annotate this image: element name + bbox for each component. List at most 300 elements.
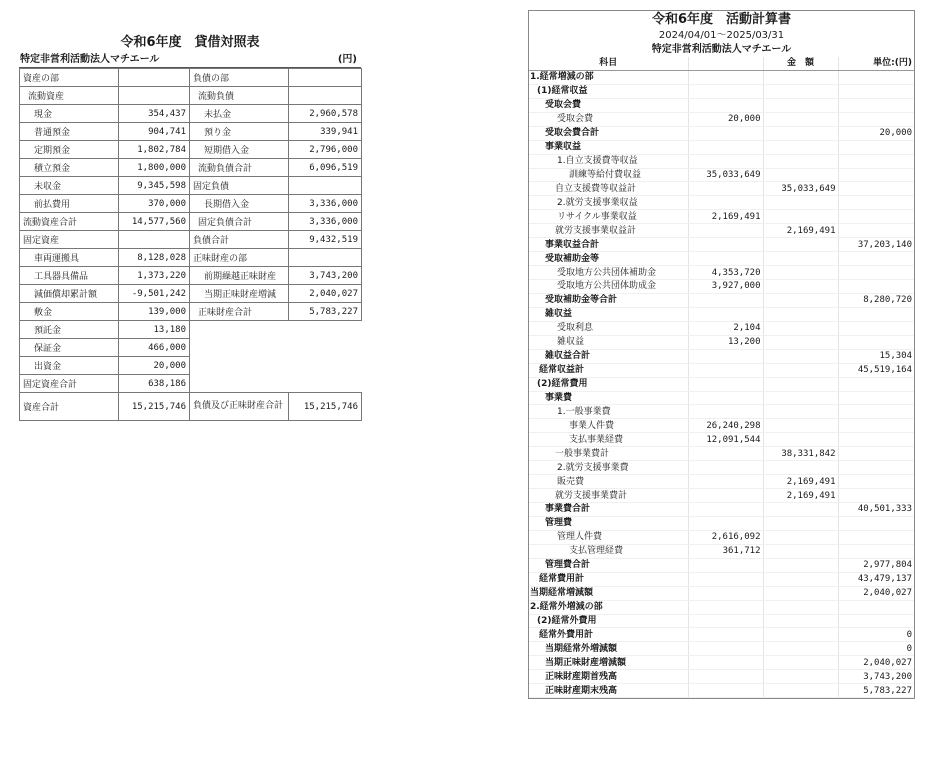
activity-amount-c1 [688,628,763,642]
activity-row [529,112,914,126]
account-amount: 3,336,000 [289,213,362,231]
activity-amount-c3: 2,040,027 [838,656,914,670]
account-amount: 2,796,000 [289,141,362,159]
activity-amount-c2: 35,033,649 [763,182,838,196]
balance-sheet-row [20,375,362,393]
activity-amount-c3 [838,210,914,224]
activity-amount-c2 [763,628,838,642]
account-amount [289,249,362,267]
activity-amount-c3 [838,140,914,154]
activity-amount-c3: 40,501,333 [838,503,914,517]
activity-amount-c3 [838,377,914,391]
activity-amount-c1: 4,353,720 [688,266,763,280]
activity-row [529,280,914,294]
account-label: 流動資産合計 [20,213,119,231]
balance-sheet-row [20,231,362,249]
activity-amount-c2 [763,530,838,544]
activity-amount-c2 [763,154,838,168]
activity-amount-c1 [688,154,763,168]
activity-row [529,516,914,530]
account-label: 敷金 [20,303,119,321]
activity-amount-c1 [688,363,763,377]
activity-row [529,349,914,363]
activity-amount-c3 [838,224,914,238]
activity-item-label: 受取地方公共団体補助金 [529,266,688,280]
activity-amount-c1 [688,614,763,628]
activity-amount-c3 [838,405,914,419]
activity-header-row [529,57,914,70]
balance-sheet [19,34,361,421]
activity-row [529,530,914,544]
activity-amount-c3: 3,743,200 [838,670,914,684]
activity-amount-c1 [688,349,763,363]
account-amount: 5,783,227 [289,303,362,321]
activity-amount-c1 [688,98,763,112]
activity-amount-c1: 20,000 [688,112,763,126]
activity-amount-c2 [763,405,838,419]
activity-item-label: 経常外費用計 [529,628,688,642]
activity-item-label: 就労支援事業費計 [529,489,688,503]
activity-amount-c1 [688,196,763,210]
account-amount: 14,577,560 [119,213,190,231]
activity-item-label: 訓練等給付費収益 [529,168,688,182]
activity-item-label: 雑収益 [529,307,688,321]
activity-row [529,447,914,461]
account-label: 当期正味財産増減 [190,285,289,303]
activity-amount-c2 [763,84,838,98]
activity-row [529,377,914,391]
account-label: 現金 [20,105,119,123]
activity-row [529,614,914,628]
activity-item-label: リサイクル事業収益 [529,210,688,224]
activity-amount-c3 [838,252,914,266]
activity-item-label: 管理費合計 [529,558,688,572]
activity-amount-c3: 2,040,027 [838,586,914,600]
activity-amount-c1 [688,293,763,307]
activity-amount-c1 [688,405,763,419]
activity-row [529,307,914,321]
activity-row [529,670,914,684]
activity-row [529,363,914,377]
activity-item-label: 当期経常外増減額 [529,642,688,656]
activity-statement-title: 令和6年度 活動計算書 [651,12,792,27]
activity-amount-c2 [763,126,838,140]
activity-amount-c1 [688,84,763,98]
activity-amount-c3 [838,447,914,461]
activity-row [529,558,914,572]
activity-amount-c1: 35,033,649 [688,168,763,182]
account-label: 固定負債合計 [190,213,289,231]
activity-amount-c1 [688,140,763,154]
activity-item-label: 就労支援事業収益計 [529,224,688,238]
activity-row [529,210,914,224]
activity-amount-c1 [688,475,763,489]
activity-amount-c2 [763,377,838,391]
account-amount [119,231,190,249]
activity-amount-c3: 45,519,164 [838,363,914,377]
activity-row [529,266,914,280]
activity-item-label: 経常収益計 [529,363,688,377]
activity-row [529,321,914,335]
activity-amount-c2 [763,349,838,363]
activity-row [529,544,914,558]
account-label: 定期預金 [20,141,119,159]
balance-sheet-row [20,177,362,195]
activity-amount-c3: 37,203,140 [838,238,914,252]
activity-amount-c2 [763,684,838,698]
account-label: 固定資産合計 [20,375,119,393]
account-amount [119,69,190,87]
account-amount: 13,180 [119,321,190,339]
activity-amount-c2: 2,169,491 [763,489,838,503]
account-amount: 3,743,200 [289,267,362,285]
activity-amount-c1 [688,447,763,461]
activity-item-label: 2.経常外増減の部 [529,600,688,614]
account-label: 負債の部 [190,69,289,87]
activity-row [529,293,914,307]
activity-row [529,140,914,154]
account-amount: 3,336,000 [289,195,362,213]
balance-sheet-row [20,267,362,285]
account-amount: 354,437 [119,105,190,123]
activity-row [529,628,914,642]
activity-amount-c3 [838,489,914,503]
account-amount: 9,345,598 [119,177,190,195]
activity-item-label: 受取会費合計 [529,126,688,140]
activity-amount-c3 [838,84,914,98]
blank-cell [190,375,362,393]
account-label: 前期繰越正味財産 [190,267,289,285]
activity-amount-c2: 2,169,491 [763,224,838,238]
activity-row [529,475,914,489]
activity-amount-c3 [838,280,914,294]
balance-sheet-row [20,105,362,123]
activity-amount-c3: 5,783,227 [838,684,914,698]
activity-row [529,168,914,182]
activity-amount-c2 [763,614,838,628]
balance-sheet-total-row [20,393,362,421]
activity-amount-c1 [688,307,763,321]
account-amount: 2,040,027 [289,285,362,303]
activity-item-label: 一般事業費計 [529,447,688,461]
activity-amount-c2 [763,572,838,586]
activity-amount-c1 [688,238,763,252]
activity-item-label: 当期経常増減額 [529,586,688,600]
account-amount [289,69,362,87]
activity-item-label: 事業人件費 [529,419,688,433]
activity-item-label: 1.経常増減の部 [529,70,688,84]
activity-row [529,684,914,698]
activity-row [529,489,914,503]
total-amount: 15,215,746 [289,393,362,421]
activity-item-label: 販売費 [529,475,688,489]
activity-amount-c3 [838,391,914,405]
account-label: 資産の部 [20,69,119,87]
account-label: 積立預金 [20,159,119,177]
activity-amount-c1 [688,252,763,266]
activity-item-label: 自立支援費等収益計 [529,182,688,196]
activity-amount-c2 [763,293,838,307]
account-label: 負債合計 [190,231,289,249]
account-label: 預託金 [20,321,119,339]
activity-amount-c1: 3,927,000 [688,280,763,294]
activity-amount-c2 [763,335,838,349]
activity-amount-c3 [838,70,914,84]
activity-amount-c2 [763,238,838,252]
account-amount: 2,960,578 [289,105,362,123]
activity-row [529,252,914,266]
activity-item-label: 事業収益 [529,140,688,154]
activity-amount-c2 [763,363,838,377]
activity-amount-c3 [838,98,914,112]
activity-amount-c2 [763,252,838,266]
activity-item-label: (1)経常収益 [529,84,688,98]
activity-row [529,98,914,112]
account-label: 減価償却累計額 [20,285,119,303]
balance-sheet-row [20,213,362,231]
activity-item-label: 受取補助金等 [529,252,688,266]
activity-row [529,656,914,670]
balance-sheet-unit: (円) [337,54,357,65]
activity-row [529,196,914,210]
activity-row [529,586,914,600]
activity-row [529,70,914,84]
activity-amount-c1 [688,684,763,698]
account-label: 普通預金 [20,123,119,141]
activity-amount-c2 [763,461,838,475]
account-amount: 20,000 [119,357,190,375]
balance-sheet-row [20,69,362,87]
activity-amount-c2 [763,321,838,335]
activity-amount-c3 [838,321,914,335]
activity-amount-c3 [838,307,914,321]
account-label: 固定資産 [20,231,119,249]
activity-amount-c3: 0 [838,642,914,656]
total-label: 資産合計 [20,393,119,421]
activity-statement-table [529,57,914,698]
account-amount: 904,741 [119,123,190,141]
account-amount: -9,501,242 [119,285,190,303]
activity-item-label: 経常費用計 [529,572,688,586]
account-label: 未払金 [190,105,289,123]
account-label: 工具器具備品 [20,267,119,285]
activity-amount-c2 [763,140,838,154]
activity-amount-c2 [763,196,838,210]
activity-item-label: 支払管理経費 [529,544,688,558]
activity-item-label: 受取補助金等合計 [529,293,688,307]
activity-item-label: 正味財産期末残高 [529,684,688,698]
activity-amount-c1 [688,656,763,670]
activity-amount-c1: 13,200 [688,335,763,349]
account-label: 長期借入金 [190,195,289,213]
header-amount: 金 額 [763,57,838,70]
account-amount: 339,941 [289,123,362,141]
activity-amount-c2 [763,600,838,614]
activity-amount-c2 [763,307,838,321]
total-label: 負債及び正味財産合計 [190,393,289,421]
activity-amount-c2 [763,433,838,447]
activity-amount-c2 [763,516,838,530]
balance-sheet-row [20,123,362,141]
account-amount: 1,800,000 [119,159,190,177]
header-unit: 単位:(円) [838,57,914,70]
balance-sheet-row [20,159,362,177]
account-amount: 8,128,028 [119,249,190,267]
activity-amount-c3: 0 [838,628,914,642]
activity-statement-period: 2024/04/01～2025/03/31 [658,30,785,41]
activity-amount-c3 [838,475,914,489]
account-amount: 9,432,519 [289,231,362,249]
account-amount: 370,000 [119,195,190,213]
activity-item-label: 受取会費 [529,112,688,126]
activity-item-label: 2.就労支援事業収益 [529,196,688,210]
activity-amount-c1 [688,70,763,84]
activity-amount-c2 [763,419,838,433]
activity-amount-c1 [688,182,763,196]
activity-amount-c1 [688,224,763,238]
activity-amount-c1: 361,712 [688,544,763,558]
activity-item-label: 雑収益合計 [529,349,688,363]
header-subject: 科目 [529,57,688,70]
activity-amount-c2 [763,670,838,684]
activity-amount-c1 [688,642,763,656]
activity-amount-c2 [763,642,838,656]
balance-sheet-row [20,285,362,303]
activity-amount-c3 [838,182,914,196]
account-label: 保証金 [20,339,119,357]
activity-row [529,84,914,98]
activity-amount-c1 [688,558,763,572]
activity-amount-c3: 15,304 [838,349,914,363]
activity-item-label: 事業収益合計 [529,238,688,252]
account-amount [289,177,362,195]
activity-statement [528,10,915,699]
balance-sheet-row [20,141,362,159]
account-label: 未収金 [20,177,119,195]
activity-amount-c2 [763,70,838,84]
activity-item-label: 支払事業経費 [529,433,688,447]
activity-row [529,503,914,517]
activity-row [529,642,914,656]
activity-amount-c3 [838,461,914,475]
account-label: 前払費用 [20,195,119,213]
activity-row [529,224,914,238]
activity-row [529,391,914,405]
activity-row [529,126,914,140]
activity-amount-c1 [688,503,763,517]
activity-amount-c2: 2,169,491 [763,475,838,489]
activity-row [529,182,914,196]
activity-amount-c1: 2,616,092 [688,530,763,544]
activity-row [529,335,914,349]
activity-item-label: 雑収益 [529,335,688,349]
activity-item-label: 1.一般事業費 [529,405,688,419]
account-amount: 638,186 [119,375,190,393]
balance-sheet-row [20,195,362,213]
activity-item-label: 管理費 [529,516,688,530]
activity-amount-c3: 8,280,720 [838,293,914,307]
activity-item-label: 受取会費 [529,98,688,112]
balance-sheet-row [20,357,362,375]
activity-amount-c2 [763,544,838,558]
activity-amount-c3: 2,977,804 [838,558,914,572]
activity-amount-c1 [688,461,763,475]
activity-row [529,461,914,475]
account-label: 出資金 [20,357,119,375]
activity-amount-c3 [838,600,914,614]
account-label: 流動負債合計 [190,159,289,177]
activity-amount-c1 [688,126,763,140]
activity-amount-c1 [688,572,763,586]
activity-amount-c3 [838,530,914,544]
activity-amount-c3 [838,196,914,210]
activity-amount-c3 [838,614,914,628]
activity-row [529,405,914,419]
activity-row [529,154,914,168]
balance-sheet-row [20,249,362,267]
account-amount: 6,096,519 [289,159,362,177]
activity-amount-c3: 20,000 [838,126,914,140]
account-label: 正味財産の部 [190,249,289,267]
activity-amount-c1 [688,391,763,405]
account-label: 固定負債 [190,177,289,195]
activity-amount-c2 [763,503,838,517]
activity-amount-c1 [688,600,763,614]
blank-cell [190,339,362,357]
activity-item-label: (2)経常費用 [529,377,688,391]
account-amount [119,87,190,105]
activity-statement-org: 特定非営利活動法人マチエール [651,44,792,55]
activity-amount-c3 [838,544,914,558]
balance-sheet-org [19,52,361,68]
balance-sheet-row [20,303,362,321]
activity-row [529,238,914,252]
activity-amount-c3 [838,433,914,447]
blank-cell [190,321,362,339]
activity-amount-c2 [763,558,838,572]
balance-sheet-table [19,68,362,421]
activity-amount-c1: 2,104 [688,321,763,335]
activity-row [529,572,914,586]
activity-amount-c2 [763,210,838,224]
activity-row [529,433,914,447]
account-label: 流動負債 [190,87,289,105]
balance-sheet-row [20,87,362,105]
activity-item-label: 管理人件費 [529,530,688,544]
account-amount: 466,000 [119,339,190,357]
activity-amount-c2 [763,586,838,600]
activity-amount-c1 [688,489,763,503]
activity-item-label: 2.就労支援事業費 [529,461,688,475]
activity-item-label: (2)経常外費用 [529,614,688,628]
activity-item-label: 当期正味財産増減額 [529,656,688,670]
balance-sheet-title: 令和6年度 貸借対照表 [120,35,260,50]
activity-amount-c1: 2,169,491 [688,210,763,224]
total-amount: 15,215,746 [119,393,190,421]
activity-amount-c2 [763,112,838,126]
activity-amount-c3 [838,419,914,433]
activity-amount-c2 [763,98,838,112]
activity-amount-c2: 38,331,842 [763,447,838,461]
account-amount: 1,802,784 [119,141,190,159]
activity-amount-c1 [688,586,763,600]
account-label: 正味財産合計 [190,303,289,321]
activity-amount-c3 [838,335,914,349]
activity-amount-c3 [838,112,914,126]
account-amount: 1,373,220 [119,267,190,285]
activity-row [529,419,914,433]
activity-amount-c1 [688,377,763,391]
